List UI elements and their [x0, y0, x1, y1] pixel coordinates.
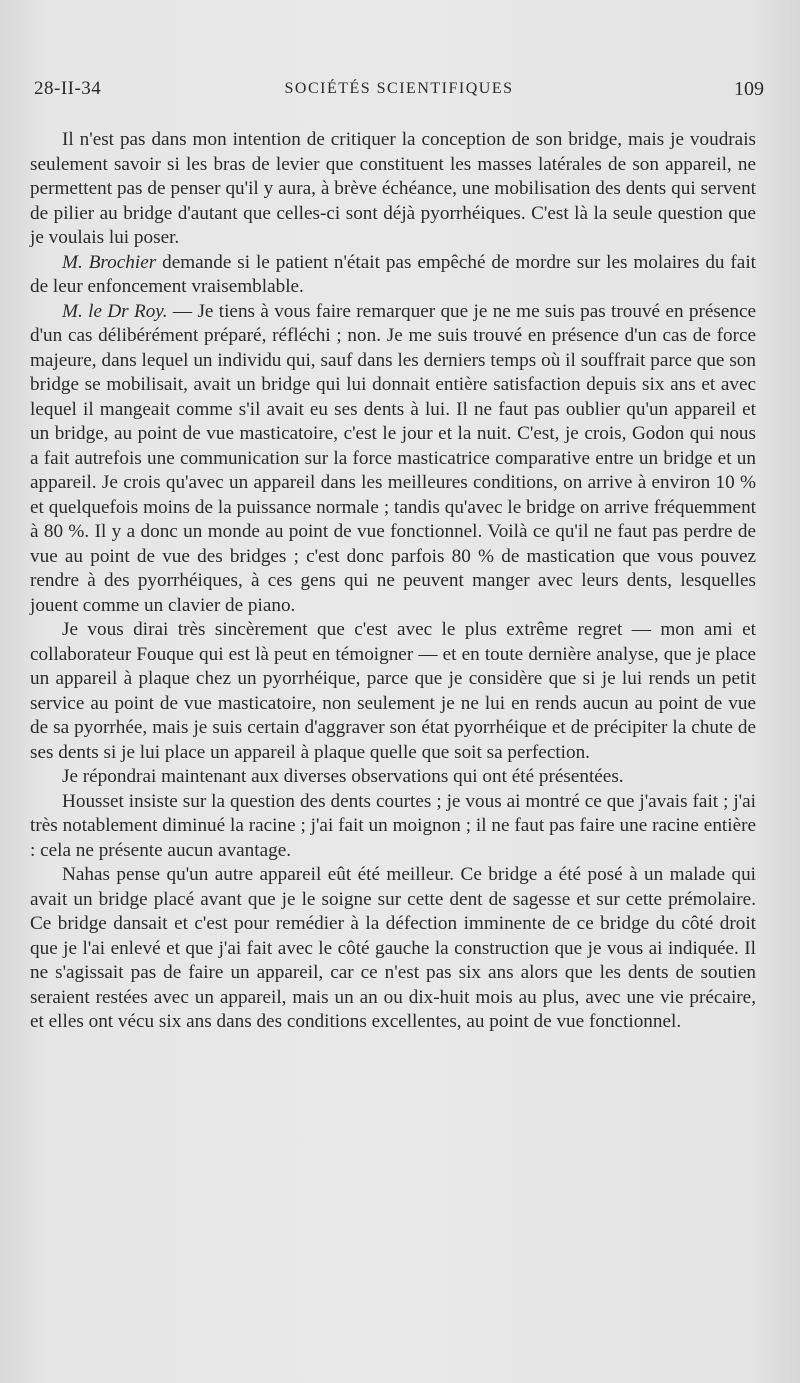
paragraph [30, 765, 756, 790]
running-header [34, 78, 764, 108]
header-section-title: SOCIÉTÉS SCIENTIFIQUES [284, 80, 514, 97]
header-date: 28-II-34 [34, 78, 102, 99]
paragraph-text: Nahas pense qu'un autre appareil eût été meilleur. Ce bridge a été posé à un malade qui avait un bridge placé avant que je le soigne sur cette dent de sagesse et sur cette prémolaire. Ce bridge dansait et c'est pour remédier à la défection imminente de ce bridge du côté droit que je l'ai enlevé et que j'ai fait avec le côté gauche la construction que je vous ai indiquée. Il ne s'agissait pas de faire un appareil, car ce n'est pas six ans alors que les dents de soutien seraient restées avec un appareil, mais un an ou dix-huit mois au plus, avec une vie précaire, et elles ont vécu six ans dans des conditions excellentes, au point de vue fonctionnel. [30, 864, 756, 1032]
speaker-name: M. Brochier [62, 251, 157, 273]
paragraph-text: Je répondrai maintenant aux diverses observations qui ont été présentées. [62, 766, 624, 787]
paragraph-text: Housset insiste sur la question des dents courtes ; je vous ai montré ce que j'avais fait ; j'ai très notablement diminué la racine ; j'ai fait un moignon ; il ne faut pas faire une racine entière : cela ne présente aucun avantage. [30, 790, 756, 861]
paragraph [30, 251, 756, 300]
page-number: 109 [734, 78, 764, 100]
paragraph [30, 300, 756, 619]
paragraph-text: — Je tiens à vous faire remarquer que je ne me suis pas trouvé en présence d'un cas délibérément préparé, réfléchi ; non. Je me suis trouvé en présence d'un cas de force majeure, dans lequel un individu qui, sauf dans les derniers temps où il souffrait parce que son bridge se mobilisait, avait un bridge qui lui donnait entière satisfaction depuis six ans et avec lequel il mangeait comme s'il avait eu ses dents à lui. Il ne faut pas oublier qu'un appareil et un bridge, au point de vue masticatoire, c'est le jour et la nuit. C'est, je crois, Godon qui nous a fait autrefois une communication sur la force masticatrice comparative entre un bridge et un appareil. Je crois qu'avec un appareil dans les meilleures conditions, on arrive à environ 10 % et quelquefois moins de la puissance normale ; tandis qu'avec le bridge on arrive fréquemment à 80 %. Il y a donc un monde au point de vue fonctionnel. Voilà ce qu'il ne faut pas perdre de vue au point de vue des bridges ; c'est donc parfois 80 % de mastication que vous pouvez rendre à des pyorrhéiques, à ces gens qui ne peuvent manger avec leurs dents, lesquelles jouent comme un clavier de piano. [30, 300, 756, 616]
paragraph [30, 863, 756, 1035]
paragraph-text: Il n'est pas dans mon intention de critiquer la conception de son bridge, mais je voudrais seulement savoir si les bras de levier que constituent les masses latérales de son appareil, ne permettent pas de penser qu'il y aura, à brève échéance, une mobilisation des dents qui servent de pilier au bridge d'autant que celles-ci sont déjà pyorrhéiques. C'est là la seule question que je voulais lui poser. [30, 129, 756, 248]
paragraph-text: demande si le patient n'était pas empêché de mordre sur les molaires du fait de leur enfoncement vraisemblable. [30, 251, 756, 297]
paragraph [30, 618, 756, 765]
paragraph [30, 128, 756, 251]
paragraph-text: Je vous dirai très sincèrement que c'est avec le plus extrême regret — mon ami et collaborateur Fouque qui est là peut en témoigner — et en toute dernière analyse, que je place un appareil à plaque chez un pyorrhéique, parce que je considère que si je lui rends un petit service au point de vue masticatoire, non seulement je ne lui en rends aucun au point de vue de sa pyorrhée, mais je suis certain d'aggraver son état pyorrhéique et de précipiter la chute de ses dents si je lui place un appareil à plaque quelle que soit sa perfection. [30, 619, 756, 763]
speaker-name: M. le Dr Roy. [62, 300, 168, 322]
body-text [30, 128, 756, 1035]
paragraph [30, 790, 756, 864]
